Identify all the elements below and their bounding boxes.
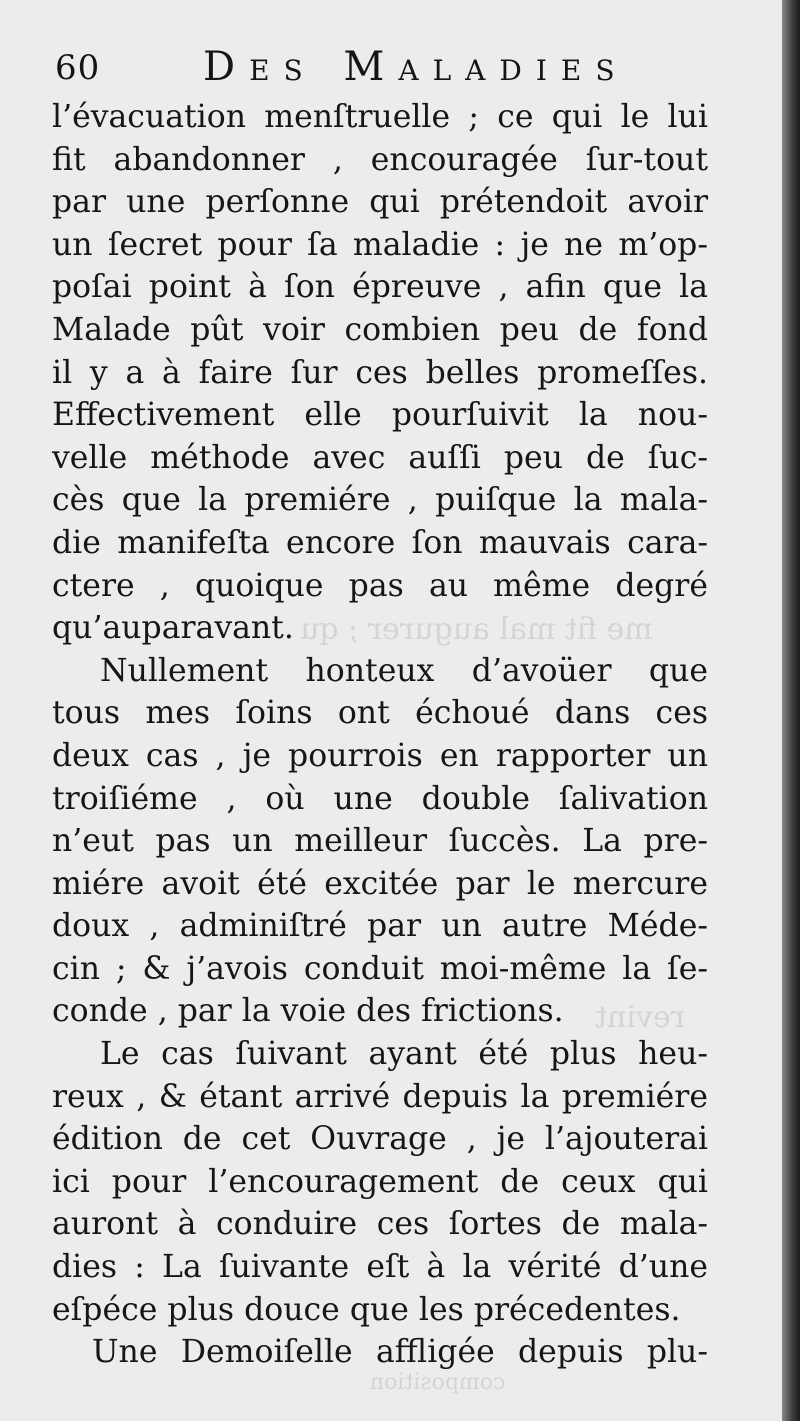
text-line: die manifeſta encore ſon mauvais cara- xyxy=(52,524,708,561)
text-line: n’eut pas un meilleur ſuccès. La pre- xyxy=(52,823,708,860)
text-line: Malade pût voir combien peu de fond xyxy=(52,311,708,348)
text-line: doux , adminiſtré par un autre Méde- xyxy=(52,908,708,945)
text-line: par une perſonne qui prétendoit avoir xyxy=(52,184,708,221)
show-through-text: composition xyxy=(370,1370,506,1395)
text-line: velle méthode avec auſſi peu de ſuc- xyxy=(52,439,708,476)
text-line: édition de cet Ouvrage , je l’ajouterai xyxy=(52,1121,708,1158)
text-line: qu’auparavant. xyxy=(52,610,294,647)
text-line: Une Demoiſelle affligée depuis plu- xyxy=(92,1334,708,1371)
show-through-text: me fit mal augurer ; qu xyxy=(300,612,653,647)
body-text xyxy=(52,96,708,1374)
text-line: ici pour l’encouragement de ceux qui xyxy=(52,1163,708,1200)
text-line: dies : La ſuivante eſt à la vérité d’une xyxy=(52,1249,708,1286)
text-line: fit abandonner , encouragée ſur-tout xyxy=(52,141,708,178)
text-line: l’évacuation menſtruelle ; ce qui le lui xyxy=(52,99,708,135)
text-line: troiſiéme , où une double ſalivation xyxy=(52,780,708,817)
text-line: tous mes ſoins ont échoué dans ces xyxy=(52,695,708,732)
text-line: cin ; & j’avois conduit moi-même la ſe- xyxy=(52,950,708,987)
text-line: deux cas , je pourrois en rapporter un xyxy=(52,737,708,774)
text-line: poſai point à ſon épreuve , afin que la xyxy=(52,269,708,306)
page-edge xyxy=(782,0,800,1421)
page-number: 60 xyxy=(55,48,101,88)
text-line: Effectivement elle pourſuivit la nou- xyxy=(52,397,708,434)
running-head: Des Maladies xyxy=(203,44,629,90)
text-line: eſpéce plus douce que les précedentes. xyxy=(52,1291,681,1328)
text-line: un ſecret pour ſa maladie : je ne m’op- xyxy=(52,226,708,263)
text-line: auront à conduire ces ſortes de mala- xyxy=(52,1206,708,1243)
text-line: reux , & étant arrivé depuis la premiére xyxy=(52,1078,708,1115)
text-line: il y a à faire ſur ces belles promeſſes. xyxy=(52,354,708,391)
show-through-text: revint xyxy=(595,1000,686,1035)
text-line: Le cas ſuivant ayant été plus heu- xyxy=(100,1036,708,1073)
text-line: conde , par la voie des frictions. xyxy=(52,993,564,1030)
text-line: Nullement honteux d’avoüer que xyxy=(100,652,708,689)
text-line: cès que la premiére , puiſque la mala- xyxy=(52,482,708,519)
page-header xyxy=(55,40,715,98)
text-line: ctere , quoique pas au même degré xyxy=(52,567,708,604)
text-line: miére avoit été excitée par le mercure xyxy=(52,865,708,902)
